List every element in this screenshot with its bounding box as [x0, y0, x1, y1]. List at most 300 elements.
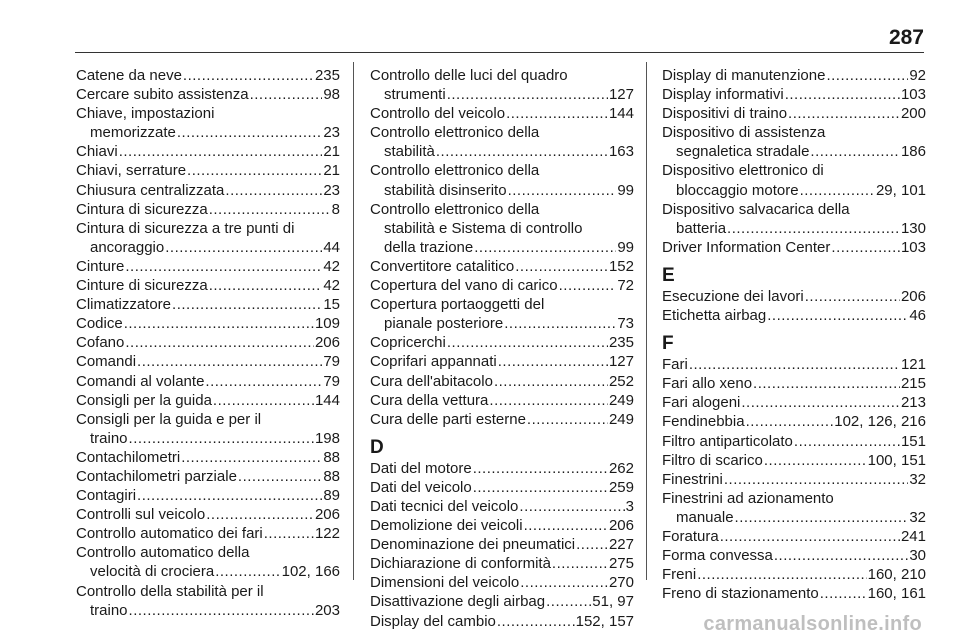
index-entry-text: Catene da neve — [76, 67, 182, 84]
index-entry[interactable] — [370, 333, 634, 352]
index-entry-text: Comandi — [76, 353, 137, 371]
index-column-2 — [370, 66, 634, 631]
index-entry-line — [370, 238, 634, 257]
index-entry-line — [662, 584, 926, 603]
dot-leader — [474, 238, 616, 257]
index-entry-text: Dispositivo salvacarica della — [662, 200, 850, 218]
dot-leader — [504, 314, 616, 333]
index-entry[interactable] — [662, 374, 926, 393]
index-entry-pages: 259 — [608, 478, 634, 496]
index-entry-line — [662, 374, 926, 393]
index-entry-text: Controllo elettronico della — [370, 124, 540, 142]
index-entry-text: Climatizzatore — [76, 296, 172, 314]
index-entry[interactable] — [370, 161, 634, 199]
index-entry-pages: 122 — [314, 525, 340, 543]
index-entry-pages: 73 — [617, 315, 634, 333]
index-entry-pages: 42 — [323, 257, 340, 275]
index-entry[interactable] — [370, 372, 634, 391]
dot-leader — [172, 295, 322, 314]
index-entry-line — [662, 306, 926, 325]
dot-leader — [177, 123, 322, 142]
index-entry-text: Copertura del vano di carico — [370, 277, 558, 295]
index-entry-text: manuale — [676, 508, 734, 526]
index-entry[interactable] — [76, 352, 340, 371]
index-entry[interactable] — [662, 565, 926, 584]
index-entry[interactable] — [662, 287, 926, 306]
index-entry[interactable] — [76, 524, 340, 543]
index-entry-pages: 235 — [314, 67, 340, 84]
index-entry-pages: 241 — [900, 527, 926, 545]
index-entry-pages: 213 — [900, 394, 926, 412]
index-entry-text: Controllo elettronico della — [370, 200, 540, 218]
dot-leader — [129, 429, 314, 448]
index-entry-pages: 160, 161 — [867, 585, 926, 603]
dot-leader — [810, 142, 900, 161]
index-entry[interactable] — [76, 486, 340, 505]
index-entry[interactable] — [662, 123, 926, 161]
index-entry-text: Cura dell'abitacolo — [370, 372, 493, 390]
index-entry-line — [76, 352, 340, 371]
index-entry-line — [76, 238, 340, 257]
index-entry[interactable] — [76, 467, 340, 486]
index-entry[interactable] — [662, 238, 926, 257]
index-entry[interactable] — [76, 276, 340, 295]
index-entry-text: strumenti — [384, 86, 446, 104]
index-entry[interactable] — [76, 448, 340, 467]
index-entry-line — [662, 432, 926, 451]
index-entry-line — [76, 429, 340, 448]
index-entry-text: Chiavi, serrature — [76, 162, 187, 180]
index-entry[interactable] — [662, 393, 926, 412]
index-entry-pages: 151 — [900, 432, 926, 450]
index-entry-text: Consigli per la guida — [76, 391, 212, 409]
index-entry-line — [370, 459, 634, 478]
index-entry-text: velocità di crociera — [90, 563, 215, 581]
index-entry-text: Freno di stazionamento — [662, 585, 819, 603]
index-entry[interactable] — [370, 612, 634, 631]
index-entry-pages: 215 — [900, 375, 926, 393]
dot-leader — [764, 451, 867, 470]
dot-leader — [165, 238, 322, 257]
dot-leader — [447, 333, 608, 352]
index-entry-pages: 275 — [608, 555, 634, 573]
index-entry-line — [662, 219, 926, 238]
index-entry-line — [662, 104, 926, 123]
dot-leader — [552, 554, 608, 573]
index-entry-pages: 121 — [900, 356, 926, 374]
index-entry-line — [370, 200, 634, 219]
index-entry-pages: 227 — [608, 536, 634, 554]
index-entry-pages: 99 — [617, 181, 634, 199]
index-entry-pages: 102, 126, 216 — [834, 413, 926, 431]
index-entry-text: Chiavi — [76, 143, 118, 161]
page-number: 287 — [888, 26, 924, 49]
index-entry[interactable] — [76, 161, 340, 180]
dot-leader — [506, 104, 608, 123]
index-entry-text: Display informativi — [662, 86, 784, 104]
dot-leader — [137, 486, 322, 505]
index-entry[interactable] — [370, 391, 634, 410]
index-entry-text: stabilità — [384, 143, 435, 161]
index-entry-line — [370, 85, 634, 104]
index-entry-line — [662, 451, 926, 470]
index-entry-text: Denominazione dei pneumatici — [370, 536, 576, 554]
dot-leader — [820, 584, 867, 603]
index-entry-pages: 46 — [909, 307, 926, 325]
index-entry-line — [76, 410, 340, 429]
index-entry[interactable] — [370, 516, 634, 535]
index-entry-line — [370, 516, 634, 535]
index-entry-text: Contachilometri parziale — [76, 467, 237, 485]
dot-leader — [826, 66, 908, 85]
index-entry[interactable] — [662, 161, 926, 199]
index-entry-line — [370, 333, 634, 352]
footer-watermark: carmanualsonline.info — [703, 613, 922, 635]
index-entry-text: Contagiri — [76, 487, 137, 505]
index-entry-text: Disattivazione degli airbag — [370, 593, 546, 611]
dot-leader — [215, 562, 280, 581]
index-entry-text: Display del cambio — [370, 612, 496, 630]
index-entry[interactable] — [662, 355, 926, 374]
index-entry[interactable] — [76, 104, 340, 142]
index-entry[interactable] — [370, 352, 634, 371]
index-entry-pages: 21 — [323, 143, 340, 161]
index-entry-pages: 130 — [900, 219, 926, 237]
index-entry[interactable] — [370, 257, 634, 276]
index-entry-line — [76, 505, 340, 524]
index-entry-line — [76, 295, 340, 314]
index-entry[interactable] — [76, 295, 340, 314]
index-entry-text: traino — [90, 429, 128, 447]
dot-leader — [125, 257, 322, 276]
index-entry[interactable] — [76, 505, 340, 524]
index-entry-line — [662, 66, 926, 85]
dot-leader — [520, 573, 608, 592]
dot-leader — [494, 372, 608, 391]
index-entry[interactable] — [76, 410, 340, 448]
index-entry-text: Finestrini — [662, 470, 723, 488]
dot-leader — [724, 470, 908, 489]
index-entry-line — [370, 352, 634, 371]
index-entry-pages: 102, 166 — [281, 563, 340, 581]
index-entry[interactable] — [662, 200, 926, 238]
index-entry-text: Chiusura centralizzata — [76, 181, 225, 199]
index-entry-text: Chiave, impostazioni — [76, 105, 215, 123]
index-entry[interactable] — [370, 104, 634, 123]
index-entry-line — [662, 412, 926, 431]
index-entry-text: Filtro antiparticolato — [662, 432, 793, 450]
index-entry-pages: 206 — [314, 506, 340, 524]
index-entry[interactable] — [662, 527, 926, 546]
dot-leader — [264, 524, 314, 543]
index-entry[interactable] — [370, 478, 634, 497]
index-entry-text: Etichetta airbag — [662, 307, 767, 325]
index-entry[interactable] — [662, 584, 926, 603]
dot-leader — [720, 527, 900, 546]
dot-leader — [741, 393, 900, 412]
index-entry-pages: 163 — [608, 143, 634, 161]
index-entry[interactable] — [662, 104, 926, 123]
index-entry-text: Copricerchi — [370, 334, 446, 352]
index-entry-pages: 200 — [900, 105, 926, 123]
index-entry-text: Dati del veicolo — [370, 478, 472, 496]
dot-leader — [209, 276, 323, 295]
index-entry-pages: 203 — [314, 601, 340, 619]
index-entry[interactable] — [370, 535, 634, 554]
index-entry-pages: 79 — [323, 372, 340, 390]
index-entry[interactable] — [370, 295, 634, 333]
index-entry-pages: 42 — [323, 277, 340, 295]
index-entry-line — [76, 85, 340, 104]
index-entry-text: Display di manutenzione — [662, 67, 826, 84]
dot-leader — [546, 592, 591, 611]
index-entry-line — [370, 410, 634, 429]
index-entry-pages: 186 — [900, 143, 926, 161]
index-entry[interactable] — [76, 391, 340, 410]
index-entry-line — [370, 497, 634, 516]
index-entry-pages: 29, 101 — [875, 181, 926, 199]
index-entry-line — [662, 393, 926, 412]
index-entry-pages: 270 — [608, 574, 634, 592]
index-entry-pages: 72 — [617, 277, 634, 295]
index-entry-line — [76, 448, 340, 467]
index-entry-text: pianale posteriore — [384, 315, 504, 333]
dot-leader — [447, 85, 608, 104]
dot-leader — [250, 85, 323, 104]
index-entry[interactable] — [370, 497, 634, 516]
index-entry-text: stabilità disinserito — [384, 181, 507, 199]
index-entry-line — [370, 314, 634, 333]
index-entry-text: Esecuzione dei lavori — [662, 287, 804, 305]
index-entry-text: Dispositivi di traino — [662, 105, 788, 123]
index-entry[interactable] — [76, 314, 340, 333]
dot-leader — [508, 181, 617, 200]
index-entry-text: Controlli sul veicolo — [76, 506, 206, 524]
index-entry-text: segnaletica stradale — [676, 143, 810, 161]
index-entry-pages: 109 — [314, 315, 340, 333]
index-entry[interactable] — [76, 142, 340, 161]
index-entry[interactable] — [76, 66, 340, 85]
index-entry[interactable] — [370, 410, 634, 429]
dot-leader — [206, 505, 314, 524]
index-entry-pages: 100, 151 — [867, 451, 926, 469]
index-entry-text: Fari — [662, 356, 688, 374]
index-entry-pages: 252 — [608, 372, 634, 390]
index-entry[interactable] — [370, 276, 634, 295]
index-entry-line — [76, 257, 340, 276]
index-entry-text: Cinture — [76, 257, 125, 275]
dot-leader — [788, 104, 900, 123]
index-entry-pages: 249 — [608, 410, 634, 428]
index-entry-line — [76, 486, 340, 505]
index-entry-text: Cercare subito assistenza — [76, 86, 249, 104]
index-entry-line — [370, 295, 634, 314]
index-entry-text: Freni — [662, 566, 697, 584]
index-entry-pages: 235 — [608, 334, 634, 352]
index-entry-pages: 88 — [323, 448, 340, 466]
dot-leader — [697, 565, 866, 584]
index-entry-pages: 88 — [323, 467, 340, 485]
index-entry-line — [76, 219, 340, 238]
index-entry-line — [370, 391, 634, 410]
index-entry[interactable] — [370, 554, 634, 573]
dot-leader — [436, 142, 608, 161]
index-entry-text: Convertitore catalitico — [370, 257, 515, 275]
index-entry-line — [76, 391, 340, 410]
dot-leader — [527, 410, 608, 429]
index-entry[interactable] — [370, 459, 634, 478]
index-entry-text: Coprifari appannati — [370, 353, 497, 371]
index-entry-line — [76, 467, 340, 486]
index-entry-pages: 3 — [625, 497, 634, 515]
index-entry-pages: 8 — [331, 200, 340, 218]
index-entry-pages: 21 — [323, 162, 340, 180]
index-entry-text: Controllo del veicolo — [370, 105, 506, 123]
index-entry-pages: 32 — [909, 470, 926, 488]
index-entry-pages: 23 — [323, 124, 340, 142]
index-entry-text: traino — [90, 601, 128, 619]
index-entry-text: ancoraggio — [90, 238, 165, 256]
index-entry[interactable] — [76, 85, 340, 104]
dot-leader — [181, 448, 322, 467]
index-entry[interactable] — [370, 66, 634, 104]
index-entry[interactable] — [662, 489, 926, 527]
index-section-letter: D — [370, 436, 384, 458]
dot-leader — [559, 276, 617, 295]
index-entry-line — [76, 276, 340, 295]
index-entry-line — [370, 66, 634, 85]
index-entry[interactable] — [662, 306, 926, 325]
index-entry-pages: 89 — [323, 487, 340, 505]
index-entry-pages: 103 — [900, 86, 926, 104]
index-entry-text: Filtro di scarico — [662, 451, 763, 469]
dot-leader — [746, 412, 834, 431]
index-entry-line — [370, 372, 634, 391]
index-entry-text: Fari allo xeno — [662, 375, 753, 393]
index-entry-pages: 144 — [314, 391, 340, 409]
index-entry-text: Controllo della stabilità per il — [76, 582, 264, 600]
index-entry[interactable] — [662, 432, 926, 451]
index-entry-text: Finestrini ad azionamento — [662, 489, 834, 507]
index-entry[interactable] — [370, 592, 634, 611]
index-entry-text: Cintura di sicurezza — [76, 200, 208, 218]
index-entry-text: Controllo delle luci del quadro — [370, 67, 568, 84]
index-entry-text: Copertura portaoggetti del — [370, 296, 545, 314]
index-entry-pages: 98 — [323, 86, 340, 104]
index-entry[interactable] — [76, 333, 340, 352]
index-entry-pages: 127 — [608, 86, 634, 104]
index-entry[interactable] — [76, 257, 340, 276]
index-entry-line — [76, 200, 340, 219]
index-entry-line — [370, 257, 634, 276]
dot-leader — [519, 497, 624, 516]
dot-leader — [794, 432, 900, 451]
index-entry[interactable] — [662, 470, 926, 489]
index-entry-line — [370, 612, 634, 631]
index-entry-text: Dichiarazione di conformità — [370, 555, 551, 573]
index-entry[interactable] — [76, 219, 340, 257]
index-entry[interactable] — [76, 543, 340, 581]
index-entry-line — [662, 200, 926, 219]
index-entry-line — [76, 582, 340, 601]
index-entry-line — [76, 372, 340, 391]
index-entry-pages: 30 — [909, 547, 926, 565]
index-entry-text: Cinture di sicurezza — [76, 277, 208, 295]
index-entry-line — [370, 123, 634, 142]
index-entry-line — [662, 123, 926, 142]
index-entry-text: Dimensioni del veicolo — [370, 574, 520, 592]
index-entry-line — [662, 161, 926, 180]
index-entry-line — [76, 601, 340, 620]
index-entry-text: Comandi al volante — [76, 372, 205, 390]
index-entry-text: Foratura — [662, 527, 719, 545]
index-entry-line — [370, 535, 634, 554]
index-entry-line — [370, 104, 634, 123]
index-entry-line — [662, 355, 926, 374]
index-column-3 — [662, 66, 926, 603]
index-entry-line — [370, 276, 634, 295]
index-entry[interactable] — [370, 573, 634, 592]
index-entry[interactable] — [662, 85, 926, 104]
index-entry[interactable] — [662, 546, 926, 565]
index-entry-text: stabilità e Sistema di controllo — [384, 219, 583, 237]
index-entry-text: batteria — [676, 219, 727, 237]
index-entry-pages: 144 — [608, 105, 634, 123]
index-entry-pages: 152, 157 — [575, 612, 634, 630]
index-entry-text: memorizzate — [90, 124, 176, 142]
dot-leader — [213, 391, 314, 410]
index-entry[interactable] — [76, 372, 340, 391]
index-entry-text: Codice — [76, 315, 123, 333]
index-entry[interactable] — [76, 181, 340, 200]
index-entry-line — [662, 287, 926, 306]
index-entry[interactable] — [662, 412, 926, 431]
index-entry-line — [76, 562, 340, 581]
index-entry-text: bloccaggio motore — [676, 181, 799, 199]
index-entry-pages: 92 — [909, 67, 926, 84]
index-section-letter: F — [662, 333, 674, 355]
index-entry-text: Controllo elettronico della — [370, 162, 540, 180]
dot-leader — [524, 516, 608, 535]
dot-leader — [489, 391, 608, 410]
index-entry-pages: 15 — [323, 296, 340, 314]
column-divider — [646, 62, 647, 580]
index-entry-pages: 152 — [608, 257, 634, 275]
index-entry-line — [662, 565, 926, 584]
index-entry-line — [370, 219, 634, 238]
index-entry-text: Demolizione dei veicoli — [370, 517, 523, 535]
index-entry[interactable] — [76, 200, 340, 219]
index-entry[interactable] — [370, 200, 634, 257]
index-entry-text: Cintura di sicurezza a tre punti di — [76, 219, 295, 237]
index-entry-text: della trazione — [384, 238, 474, 256]
dot-leader — [209, 200, 331, 219]
index-entry[interactable] — [76, 582, 340, 620]
index-entry[interactable] — [662, 66, 926, 85]
index-entry-line — [76, 543, 340, 562]
dot-leader — [800, 181, 875, 200]
index-entry-line — [662, 489, 926, 508]
index-entry-text: Consigli per la guida e per il — [76, 410, 262, 428]
index-entry-line — [662, 527, 926, 546]
index-entry-text: Dati del motore — [370, 459, 472, 477]
index-entry-line — [76, 524, 340, 543]
index-entry-pages: 99 — [617, 238, 634, 256]
dot-leader — [473, 478, 608, 497]
dot-leader — [831, 238, 900, 257]
index-entry[interactable] — [370, 123, 634, 161]
index-entry[interactable] — [662, 451, 926, 470]
